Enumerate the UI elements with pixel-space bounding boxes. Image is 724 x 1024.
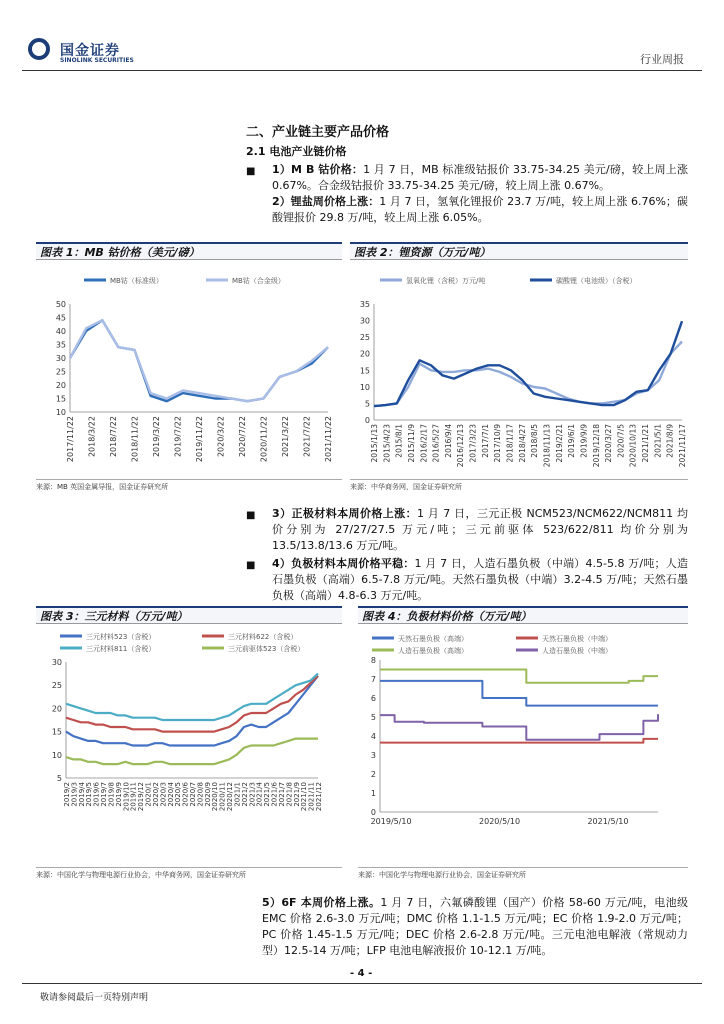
source-divider — [358, 867, 688, 868]
x-tick-label: 2021/3/22 — [281, 416, 290, 458]
series-line — [380, 739, 658, 743]
x-tick-label: 2021/1 — [233, 782, 242, 807]
y-tick-label: 10 — [51, 750, 62, 760]
x-tick-label: 2021/11 — [307, 782, 316, 812]
legend-label: MB钴（合金级） — [232, 277, 285, 285]
paragraph-body: 1 月 7 日，MB 标准级钴报价 33.75-34.25 美元/磅，较上周上涨 0.67%。合金级钴报价 33.75-34.25 美元/磅，较上周上涨 0.67%。 — [272, 163, 688, 192]
x-tick-label: 2019/10 — [122, 782, 131, 812]
paragraph-electrolyte — [262, 895, 688, 959]
header-divider — [22, 70, 702, 71]
x-tick-label: 2019/3 — [70, 782, 79, 807]
x-tick-label: 2019/5 — [85, 782, 94, 807]
x-tick-label: 2020/3 — [159, 782, 168, 807]
x-tick-label: 2021/7/22 — [302, 416, 312, 458]
paragraph-lead: 1）M B 钴价格： — [272, 163, 364, 176]
figure-3-source: 来源：中国化学与物理电源行业协会，中华商务网，国金证券研究所 — [36, 871, 246, 879]
x-tick-label: 2020/10 — [211, 782, 220, 812]
x-tick-label: 2019/3/22 — [152, 416, 161, 458]
x-tick-label: 2021/8/9 — [665, 424, 675, 458]
bullet-icon: ■ — [246, 166, 256, 177]
x-tick-label: 2017/11/22 — [66, 416, 75, 463]
x-tick-label: 2021/4 — [255, 782, 264, 807]
x-tick-label: 2018/1/17 — [505, 424, 515, 463]
y-tick-label: 15 — [359, 366, 370, 376]
series-line — [66, 676, 318, 746]
disclaimer-text: 敬请参阅最后一页特别声明 — [40, 993, 149, 1003]
x-tick-label: 2017/10/9 — [493, 424, 503, 463]
anode-material-chart — [358, 626, 688, 866]
x-tick-label: 2020/7/5 — [616, 424, 626, 458]
figure-2-source: 来源：中华商务网，国金证券研究所 — [350, 483, 462, 491]
figure-1-source: 来源：MB 英国金属导报，国金证券研究所 — [36, 483, 169, 491]
legend-label: 三元材料622（含税） — [228, 633, 298, 641]
y-tick-label: 40 — [55, 327, 66, 336]
series-line — [374, 342, 682, 407]
legend-label: 三元前驱体523（含税） — [228, 645, 305, 653]
ternary-material-chart — [36, 626, 342, 866]
x-tick-label: 2015/11/9 — [406, 424, 416, 463]
y-tick-label: 45 — [55, 313, 66, 323]
x-tick-label: 2020/5 — [174, 782, 183, 807]
x-tick-label: 2015/8/1 — [394, 424, 404, 458]
figure-4-title: 图表 4：负极材料价格（万元/吨） — [358, 606, 688, 624]
x-tick-label: 2018/8/5 — [530, 424, 540, 458]
x-tick-label: 2019/7 — [100, 782, 109, 807]
paragraph-lead: 3）正极材料本周价格上涨： — [272, 507, 417, 520]
footer-divider — [22, 983, 702, 984]
y-tick-label: 20 — [359, 349, 370, 359]
x-tick-label: 2020/3/27 — [604, 424, 614, 463]
y-tick-label: 10 — [55, 408, 66, 417]
x-tick-label: 2019/2 — [63, 782, 71, 807]
series-line — [380, 681, 658, 706]
subsection-title: 2.1 电池产业链价格 — [246, 145, 347, 158]
source-divider — [350, 479, 688, 480]
paragraph-anode — [272, 556, 688, 604]
lithium-price-chart — [350, 264, 688, 478]
x-tick-label: 2016/9/4 — [443, 424, 453, 458]
document-type: 行业周报 — [640, 53, 684, 66]
legend-label: 天然石墨负极（中端） — [542, 635, 612, 643]
figure-3-title: 图表 3：三元材料（万元/吨） — [36, 606, 342, 624]
x-tick-label: 2021/12 — [315, 782, 323, 812]
source-divider — [36, 867, 342, 868]
series-line — [70, 320, 328, 401]
y-tick-label: 2 — [370, 770, 376, 779]
x-tick-label: 2019/11 — [129, 782, 138, 812]
x-tick-label: 2016/5/27 — [431, 424, 441, 463]
x-tick-label: 2020/1 — [144, 782, 153, 807]
cobalt-price-chart — [36, 264, 342, 478]
series-line — [380, 714, 658, 740]
x-tick-label: 2020/10/13 — [628, 424, 638, 468]
x-tick-label: 2019/6/1 — [567, 424, 577, 458]
y-tick-label: 0 — [370, 808, 376, 817]
y-tick-label: 5 — [370, 713, 376, 722]
x-tick-label: 2020/6 — [181, 782, 190, 807]
y-tick-label: 25 — [55, 367, 66, 377]
y-tick-label: 50 — [55, 300, 66, 309]
x-tick-label: 2021/8 — [285, 782, 294, 807]
x-tick-label: 2019/4 — [77, 782, 86, 807]
x-tick-label: 2019/12/18 — [591, 424, 601, 468]
x-tick-label: 2020/7/22 — [238, 416, 247, 458]
x-tick-label: 2020/4 — [166, 782, 175, 807]
x-tick-label: 2021/3 — [248, 782, 257, 807]
y-tick-label: 30 — [55, 354, 66, 363]
legend-label: 天然石墨负极（高端） — [398, 635, 468, 643]
x-tick-label: 2016/2/17 — [419, 424, 429, 463]
x-tick-label: 2019/7/22 — [173, 416, 183, 458]
paragraph-lead: 2）锂盐周价格上涨： — [272, 195, 380, 208]
y-tick-label: 20 — [55, 381, 66, 390]
x-tick-label: 2021/11/17 — [678, 424, 687, 468]
x-tick-label: 2021/2 — [240, 782, 249, 807]
x-tick-label: 2019/2/21 — [554, 424, 564, 463]
y-tick-label: 20 — [51, 704, 62, 714]
x-tick-label: 2018/4/27 — [517, 424, 527, 463]
x-tick-label: 2021/5/1 — [653, 424, 663, 458]
paragraph-body: 1 月 7 日，氢氧化锂报价 23.7 万/吨，较上周上涨 6.76%；碳酸锂报价 29.8 万/吨，较上周上涨 6.05%。 — [272, 195, 688, 224]
x-tick-label: 2018/11/22 — [130, 416, 140, 463]
x-tick-label: 2020/3/22 — [216, 416, 226, 458]
y-tick-label: 5 — [364, 399, 370, 409]
x-tick-label: 2020/8 — [196, 782, 205, 807]
paragraph-lithium — [272, 194, 688, 226]
x-tick-label: 2019/5/10 — [370, 817, 412, 826]
paragraph-body: 1 月 7 日，人造石墨负极（中端）4.5-5.8 万/吨；人造石墨负极（高端）6.5-7.8 万元/吨。天然石墨负极（中端）3.2-4.5 万/吨；天然石墨负极（高端）4.8-6.3 万元/吨。 — [272, 557, 688, 602]
y-tick-label: 7 — [370, 675, 376, 684]
y-tick-label: 10 — [359, 382, 370, 392]
y-tick-label: 5 — [56, 774, 62, 783]
x-tick-label: 2018/11/13 — [542, 424, 552, 468]
y-tick-label: 6 — [370, 694, 376, 703]
company-logo — [28, 38, 50, 60]
y-tick-label: 15 — [51, 727, 62, 737]
figure-2-title: 图表 2：锂资源（万元/吨） — [350, 242, 688, 260]
x-tick-label: 2017/3/23 — [468, 424, 478, 463]
figure-1-title: 图表 1：MB 钴价格（美元/磅） — [36, 242, 342, 260]
paragraph-cobalt — [272, 162, 688, 194]
logo-text-en: SINOLINK SECURITIES — [60, 57, 134, 64]
y-tick-label: 25 — [359, 333, 370, 343]
y-tick-label: 35 — [359, 300, 370, 309]
x-tick-label: 2020/2 — [151, 782, 160, 807]
x-tick-label: 2015/4/23 — [382, 424, 392, 463]
legend-label: 三元材料811（含税） — [86, 645, 156, 653]
x-tick-label: 2015/1/13 — [370, 424, 379, 463]
x-tick-label: 2018/3/22 — [87, 416, 97, 458]
x-tick-label: 2020/5/10 — [479, 817, 521, 826]
legend-label: 氢氧化锂（含税）万元/吨 — [406, 277, 486, 285]
logo-circle-icon — [28, 38, 50, 60]
page-number: - 4 - — [350, 968, 373, 979]
x-tick-label: 2020/9 — [203, 782, 212, 807]
x-tick-label: 2021/11/22 — [324, 416, 333, 463]
x-tick-label: 2017/7/1 — [480, 424, 490, 458]
paragraph-body: 1 月 7 日，六氟磷酸锂（国产）价格 58-60 万元/吨，电池级 EMC 价格 2.6-3.0 万元/吨；DMC 价格 1.1-1.5 万元/吨；EC 价格 1.9-2.0 万元/吨；PC 价格 1.45-1.5 万元/吨；DEC 价格 2.6-2.8 万元/吨。三元电池电解液（常规动力型）12.5-14 万/吨；LFP 电池电解液报价 10-12.1 万/吨。 — [262, 896, 689, 957]
x-tick-label: 2020/12 — [226, 782, 235, 812]
x-tick-label: 2019/9 — [114, 782, 123, 807]
bullet-icon: ■ — [246, 510, 256, 521]
y-tick-label: 35 — [55, 340, 66, 350]
x-tick-label: 2020/11 — [218, 782, 227, 812]
x-tick-label: 2021/9 — [292, 782, 301, 807]
x-tick-label: 2019/6 — [92, 782, 101, 807]
x-tick-label: 2018/7/22 — [109, 416, 118, 458]
bullet-icon: ■ — [246, 560, 256, 571]
y-tick-label: 8 — [370, 656, 376, 665]
paragraph-lead: 4）负极材料本周价格平稳： — [272, 557, 415, 570]
y-tick-label: 15 — [55, 394, 66, 404]
x-tick-label: 2021/7 — [277, 782, 286, 807]
x-tick-label: 2021/6 — [270, 782, 279, 807]
x-tick-label: 2019/11/22 — [195, 416, 204, 463]
logo-text-cn: 国金证券 — [60, 43, 120, 59]
source-divider — [36, 479, 342, 480]
legend-label: 人造石墨负极（高端） — [398, 647, 468, 655]
x-tick-label: 2020/11/22 — [259, 416, 269, 463]
legend-label: 三元材料523（含税） — [86, 633, 156, 641]
legend-label: MB钴（标准级） — [110, 277, 163, 285]
y-tick-label: 1 — [370, 789, 376, 798]
x-tick-label: 2021/5/10 — [587, 817, 629, 826]
figure-4-source: 来源：中国化学与物理电源行业协会，国金证券研究所 — [358, 871, 526, 879]
x-tick-label: 2021/5 — [263, 782, 272, 807]
legend-label: 人造石墨负极（中端） — [542, 647, 612, 655]
x-tick-label: 2019/9/9 — [579, 424, 589, 458]
series-line — [66, 676, 318, 732]
y-tick-label: 30 — [359, 316, 370, 326]
x-tick-label: 2020/7 — [189, 782, 197, 807]
x-tick-label: 2016/12/13 — [456, 424, 466, 468]
x-tick-label: 2021/10 — [300, 782, 309, 812]
y-tick-label: 0 — [364, 416, 370, 425]
x-tick-label: 2019/8 — [107, 782, 116, 807]
x-tick-label: 2021/1/21 — [641, 424, 651, 463]
paragraph-lead: 5）6F 本周价格上涨。 — [262, 896, 381, 909]
paragraph-body: 1 月 7 日，三元正极 NCM523/NCM622/NCM811 均价分别为 27/27/27.5 万元/吨；三元前驱体 523/622/811 均价分别为 13.5/13.8/13.6 万元/吨。 — [272, 507, 689, 552]
paragraph-cathode — [272, 506, 688, 554]
legend-label: 碳酸锂（电池级）（含税） — [556, 277, 637, 285]
y-tick-label: 3 — [370, 751, 376, 760]
y-tick-label: 30 — [51, 658, 62, 667]
series-line — [66, 674, 318, 720]
y-tick-label: 4 — [370, 732, 376, 741]
y-tick-label: 25 — [51, 681, 62, 691]
x-tick-label: 2019/12 — [137, 782, 146, 812]
section-title: 二、产业链主要产品价格 — [246, 125, 390, 140]
